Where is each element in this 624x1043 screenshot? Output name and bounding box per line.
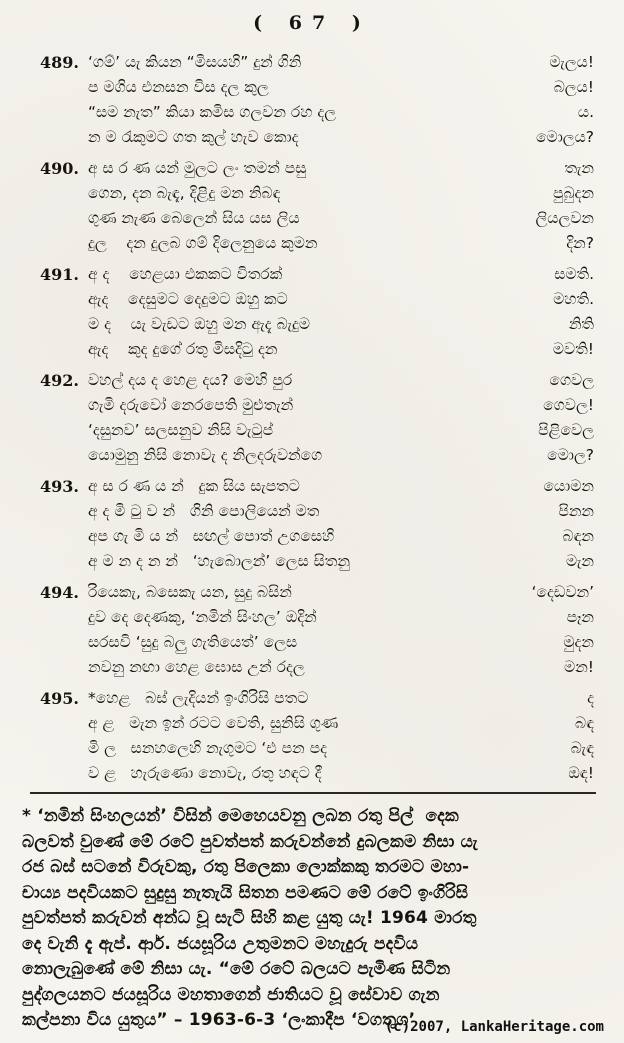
- verse-line: [88, 499, 594, 524]
- verse-line-end-word: පිළිවෙල: [538, 421, 594, 439]
- page-number: ( 67 ): [253, 12, 371, 34]
- verse-line-text: යොමුනු නිසි නොවැ ද නිලදරුවන්ගෙ: [88, 446, 323, 464]
- verse-line-end-word: ගෙවල!: [543, 396, 594, 414]
- verse-body: [88, 262, 594, 362]
- verse-line: [88, 231, 594, 256]
- verse-495: [40, 686, 594, 786]
- footnote-line: පුවත්පත් කරුවන් අන්ධ වූ සැටි සිහි කළ යුතු යැ! 1964 මාරතු: [22, 908, 477, 928]
- verse-number: 493.: [40, 477, 79, 496]
- verse-body: [88, 50, 594, 150]
- verse-line: [88, 630, 594, 655]
- verse-number: 492.: [40, 371, 79, 390]
- verse-line: [88, 50, 594, 75]
- footnote-line: රජ බස් සටනේ විරුවකු, රතු පිලෙකා ලොක්කකු තරමට මහා-: [22, 857, 470, 877]
- verse-line-end-word: මුදන: [563, 633, 594, 651]
- verse-line: [88, 181, 594, 206]
- verse-line-text: අ ම න ද න න් ‘හැබොලන්’ ලෙස සිතනු: [88, 552, 350, 570]
- verse-line: [88, 418, 594, 443]
- verse-line-end-word: මන!: [564, 658, 594, 676]
- verse-number: 491.: [40, 265, 79, 284]
- verse-line-end-word: මොල?: [547, 446, 594, 464]
- footnote-line: චාය්‍ය පදවියකට සුදුසු නැතැයි සිතන පමණට මේ රටේ ඉංගිරිසි: [22, 882, 469, 903]
- verse-line-text: න ම රැකුමට ගත කුල් හැව කොද: [88, 128, 299, 146]
- verse-line-text: ‘ගම්’ යැ කියන “මිසයහි” දුන් ගිනි: [88, 53, 302, 71]
- verse-line: [88, 368, 594, 393]
- verse-line-end-word: ඔඳ!: [568, 764, 594, 782]
- verse-line-end-word: මහති.: [553, 290, 594, 308]
- verse-line-end-word: පෑන: [566, 608, 594, 626]
- verse-body: [88, 686, 594, 786]
- verse-line: [88, 736, 594, 761]
- verse-line: [88, 655, 594, 680]
- verse-line: [88, 75, 594, 100]
- verse-line-end-word: පිනන: [558, 502, 594, 520]
- verse-line: [88, 287, 594, 312]
- verse-line-end-word: බලය!: [553, 78, 594, 96]
- verse-line: [88, 312, 594, 337]
- verse-490: [40, 156, 594, 256]
- verse-body: [88, 474, 594, 574]
- verse-line-text: ඇද කුද දුගේ රතු මිසදිටු දන: [88, 340, 278, 358]
- verse-line: [88, 580, 594, 605]
- verse-line: [88, 125, 594, 150]
- verse-line-end-word: තැන: [564, 159, 594, 177]
- verse-489: [40, 50, 594, 150]
- footnote-divider: [30, 792, 596, 794]
- verse-line: [88, 524, 594, 549]
- verse-line-end-word: ගෙවල: [549, 371, 594, 389]
- verse-line-end-word: යොමන: [543, 477, 594, 495]
- verse-line: [88, 443, 594, 468]
- footnote-line: දෙ වැනි දැ ඇප්. ආර්. ජයසූරිය උතුමනට මහැදුරු පදවිය: [22, 933, 419, 954]
- verse-494: [40, 580, 594, 680]
- verse-line-text: අ ද හෙළයා එකකට විතරක්: [88, 265, 283, 283]
- verse-line-text: ඇද දෙසුමට දෙදුමට ඔහු කට: [88, 290, 288, 308]
- footnote-line: කල්පනා විය යුතුය” – 1963-6-3 ‘ලංකාදීප ‘වගතුග’: [22, 1010, 416, 1030]
- verse-line-text: ප මගිය එනසන විස දල කුල: [88, 78, 269, 96]
- verse-line: [88, 549, 594, 574]
- footnote: [0, 802, 624, 1034]
- verse-line-text: “සම නැත” කියා කමිස ගලවන රහ දල: [88, 103, 337, 121]
- footnote-line: පුද්ගලයනට ජයසූරිය මහතාගෙන් ජාතියට වූ සේවාව ගැන: [22, 984, 440, 1005]
- verse-line: [88, 100, 594, 125]
- verse-line: [88, 262, 594, 287]
- verse-number: 490.: [40, 159, 79, 178]
- footnote-line: නොලැබුණේ මේ නිසා යැ. “මේ රටේ බලයට පැමිණ සිටින: [22, 959, 451, 979]
- verse-line-text: වහල් දය ද හෙළ දය? මෙහි පුර: [88, 371, 293, 389]
- verse-line: [88, 393, 594, 418]
- verse-492: [40, 368, 594, 468]
- verse-line-text: ගෙන, දන බැඳැ, දිළිදු මන නිබඳ: [88, 184, 281, 202]
- verse-line-text: ‘දසුනව’ සලසනුව නිසි වැටුප්: [88, 421, 274, 439]
- footnote-line: * ‘නමින් සිංහලයන්’ විසින් මෙහෙයවනු ලබන රතු පිල් දෙක: [22, 806, 459, 826]
- verse-line: [88, 686, 594, 711]
- verse-line-end-word: බඳ: [575, 714, 594, 732]
- verse-number: 494.: [40, 583, 79, 602]
- verse-line-end-word: දින?: [566, 234, 594, 252]
- verse-line-text: අ ළ මැන ඉන් රටට වෙති, සුනිසි ගුණ: [88, 714, 339, 732]
- verse-line: [88, 156, 594, 181]
- verse-line-text: සරසවි ‘සුදු බලු ගැතියෙත්’ ලෙස: [88, 633, 298, 651]
- verse-line-end-word: නිති: [568, 315, 594, 333]
- verse-line-end-word: ය.: [577, 103, 594, 121]
- verse-line-end-word: ද: [587, 689, 594, 707]
- verse-line-end-word: සමති.: [554, 265, 594, 283]
- verse-body: [88, 156, 594, 256]
- footnote-line: බලවත් වුණේ මේ රටේ පුවත්පත් කරුවන්නේ දුබලකම නිසා යැ: [22, 831, 478, 852]
- verse-line-text: ගුණ නැණ බෙලෙන් සිය යස ලිය: [88, 209, 300, 227]
- verse-line-end-word: මැන: [565, 552, 594, 570]
- verse-line-end-word: මවති!: [552, 340, 594, 358]
- verse-line-text: අ ද මි ටු ව න් ගිනි පොලියෙන් මත: [88, 502, 320, 520]
- verse-list: [0, 50, 624, 786]
- verse-line-end-word: ලියලවන: [535, 209, 594, 227]
- verse-line: [88, 474, 594, 499]
- verse-line-text: ව ළ හැරුණො නොවැ, රතු හඳට දී: [88, 764, 322, 782]
- verse-line-text: දුල දන දුලබ ගම් දිලෙනුයෙ කුමන: [88, 234, 318, 252]
- verse-line-end-word: බඳන: [562, 527, 594, 545]
- verse-line-end-word: බැඳ: [570, 739, 594, 757]
- verse-line-text: රියෙකැ, බසෙකැ යන, සුදු බසින්: [88, 583, 292, 601]
- verse-line: [88, 206, 594, 231]
- verse-line: [88, 337, 594, 362]
- verse-line-text: *හෙළ බස් ලැදියන් ඉංගිරිසි පතට: [88, 689, 309, 707]
- verse-line-text: ගැමි දරුවෝ නෙරපෙති මුළුතැන්: [88, 396, 294, 414]
- verse-line-text: නවනු නඟා හෙළ ඝොස උන් රදල: [88, 658, 305, 676]
- verse-493: [40, 474, 594, 574]
- verse-line-end-word: පුබුදන: [552, 184, 594, 202]
- verse-body: [88, 368, 594, 468]
- verse-number: 495.: [40, 689, 79, 708]
- verse-line: [88, 711, 594, 736]
- verse-line-text: මි ල සනහලෙහි නැගුමට ‘එ පන පද: [88, 739, 328, 757]
- verse-line-text: අ ස ර ණ යන් මුලට ලං තමන් පසු: [88, 159, 307, 177]
- verse-body: [88, 580, 594, 680]
- verse-number: 489.: [40, 53, 79, 72]
- verse-line-end-word: මැලය!: [549, 53, 594, 71]
- verse-line: [88, 605, 594, 630]
- verse-line-text: ම ද යැ වැඩට ඔහු මන ඇදැ බැදුම: [88, 315, 311, 333]
- verse-line-text: දුව දෙ දෙණකු, ‘නමින් සිංහල’ ඔදින්: [88, 608, 317, 626]
- verse-line-text: අප ගැ මි ය න් සඟල් පොත් උගසෙහි: [88, 527, 335, 545]
- verse-line-text: අ ස ර ණ ය න් දුක සිය සැපතට: [88, 477, 300, 495]
- verse-line-end-word: ‘දෙඩවන’: [531, 583, 594, 601]
- verse-line-end-word: මොලය?: [536, 128, 594, 146]
- watermark-credit: (c)2007, LankaHeritage.com: [384, 1019, 604, 1035]
- verse-491: [40, 262, 594, 362]
- verse-line: [88, 761, 594, 786]
